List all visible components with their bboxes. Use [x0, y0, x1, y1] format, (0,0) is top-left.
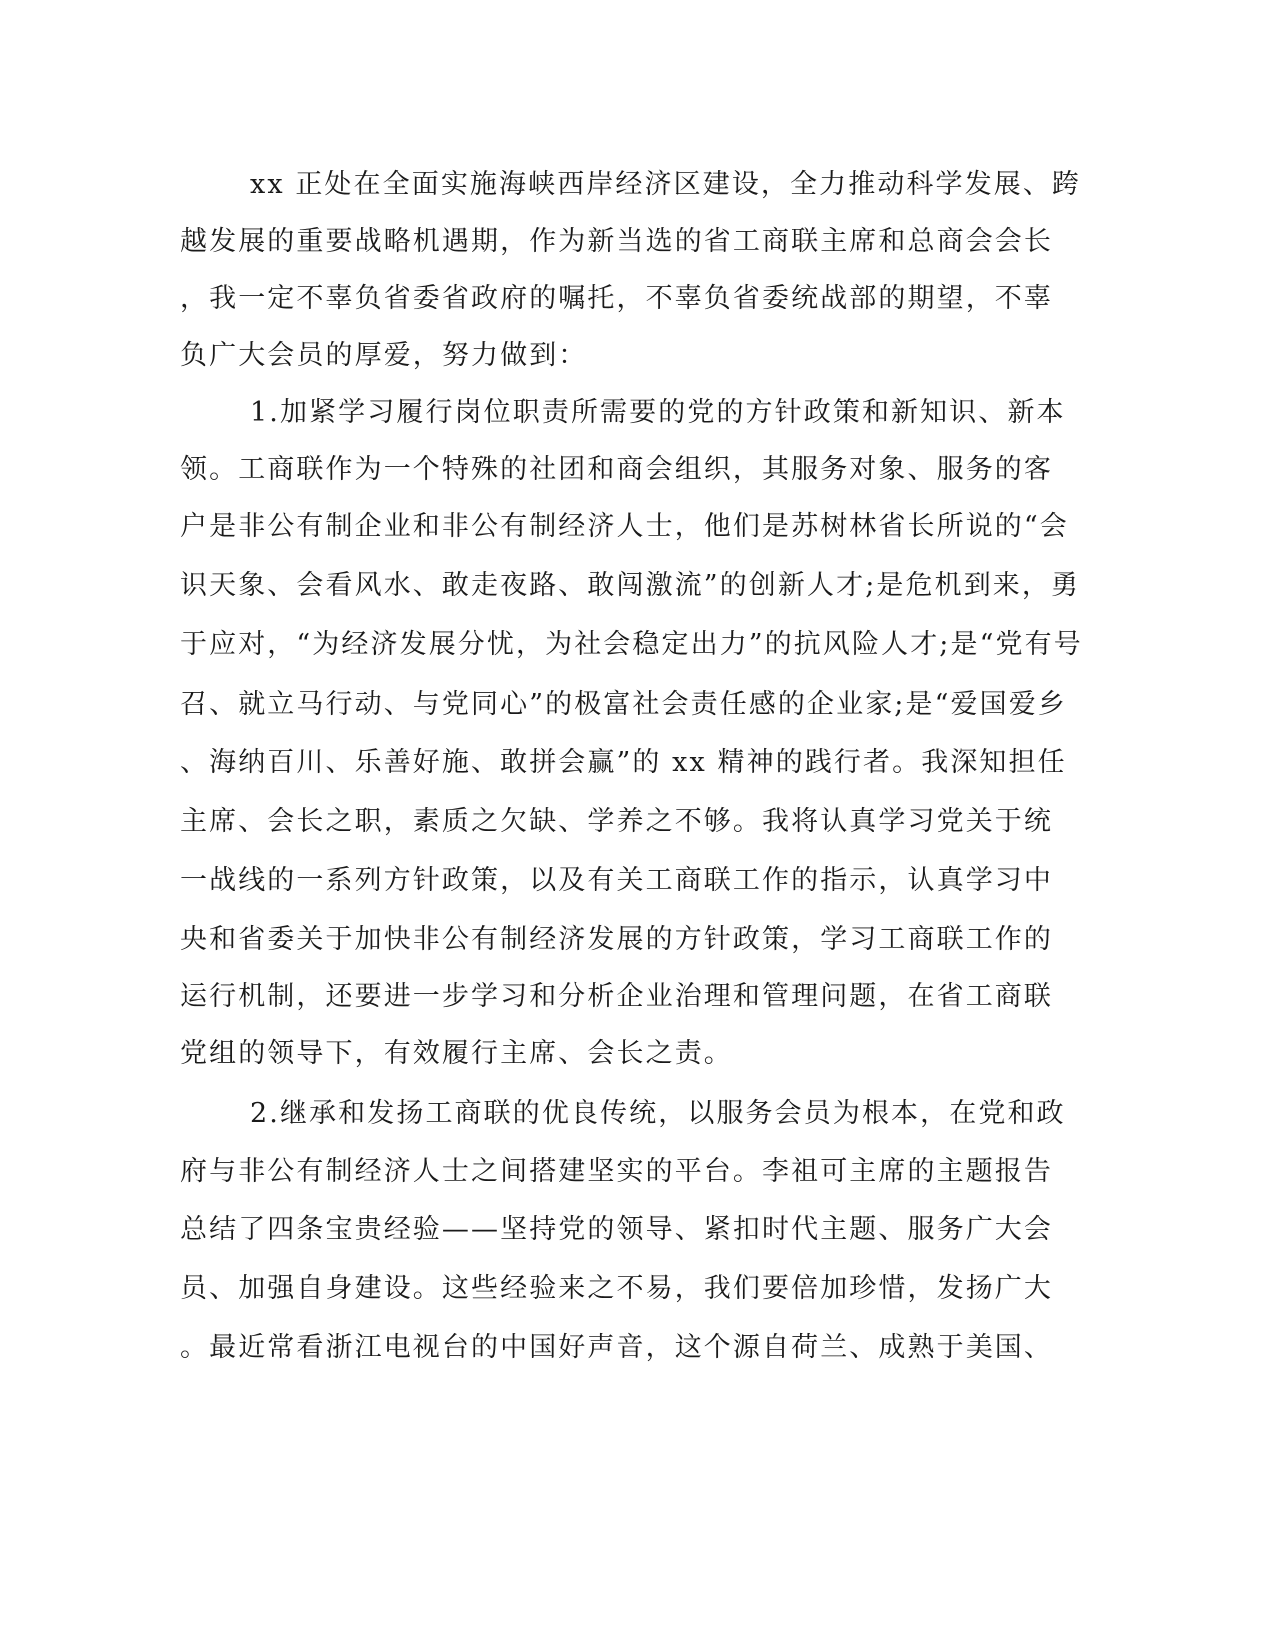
paragraph-intro-line: xx 正处在全面实施海峡西岸经济区建设，全力推动科学发展、跨	[250, 169, 1082, 200]
paragraph-intro-line: 负广大会员的厚爱，努力做到：	[180, 340, 588, 371]
paragraph-point-1-line: 户是非公有制企业和非公有制经济人士，他们是苏树林省长所说的“会	[180, 511, 1069, 542]
paragraph-point-1-line: 召、就立马行动、与党同心”的极富社会责任感的企业家;是“爱国爱乡	[180, 689, 1067, 720]
paragraph-point-1-line: 运行机制，还要进一步学习和分析企业治理和管理问题，在省工商联	[180, 981, 1053, 1012]
paragraph-point-2-line: 府与非公有制经济人士之间搭建坚实的平台。李祖可主席的主题报告	[180, 1156, 1053, 1187]
paragraph-point-1-line: 于应对，“为经济发展分忧，为社会稳定出力”的抗风险人才;是“党有号	[180, 629, 1083, 660]
paragraph-point-1-line: 党组的领导下，有效履行主席、会长之责。	[180, 1038, 733, 1069]
paragraph-intro-line: 越发展的重要战略机遇期，作为新当选的省工商联主席和总商会会长	[180, 226, 1053, 257]
paragraph-point-1-line: 主席、会长之职，素质之欠缺、学养之不够。我将认真学习党关于统	[180, 806, 1053, 837]
paragraph-point-1-line: 央和省委关于加快非公有制经济发展的方针政策，学习工商联工作的	[180, 924, 1053, 955]
paragraph-point-1-line: 1.加紧学习履行岗位职责所需要的党的方针政策和新知识、新本	[250, 397, 1066, 428]
paragraph-point-1-line: 一战线的一系列方针政策，以及有关工商联工作的指示，认真学习中	[180, 865, 1053, 896]
paragraph-intro-line: ，我一定不辜负省委省政府的嘱托，不辜负省委统战部的期望，不辜	[180, 283, 1053, 314]
paragraph-point-2-line: 员、加强自身建设。这些经验来之不易，我们要倍加珍惜，发扬广大	[180, 1273, 1053, 1304]
paragraph-point-2-line: 2.继承和发扬工商联的优良传统，以服务会员为根本，在党和政	[250, 1098, 1066, 1129]
paragraph-point-1-line: 识天象、会看风水、敢走夜路、敢闯激流”的创新人才;是危机到来，勇	[180, 570, 1081, 601]
paragraph-point-2-line: 总结了四条宝贵经验——坚持党的领导、紧扣时代主题、服务广大会	[180, 1214, 1053, 1245]
paragraph-point-2-line: 。最近常看浙江电视台的中国好声音，这个源自荷兰、成熟于美国、	[180, 1332, 1053, 1363]
paragraph-point-1-line: 、海纳百川、乐善好施、敢拼会赢”的 xx 精神的践行者。我深知担任	[180, 747, 1067, 778]
paragraph-point-1-line: 领。工商联作为一个特殊的社团和商会组织，其服务对象、服务的客	[180, 454, 1053, 485]
